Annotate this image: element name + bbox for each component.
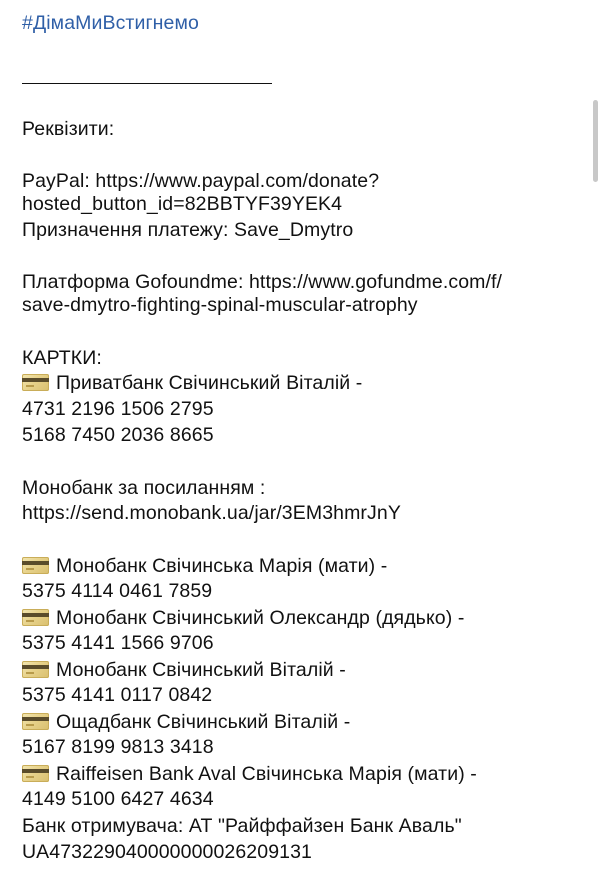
card-title-text: Монобанк Свічинська Марія (мати) - bbox=[56, 555, 388, 577]
card-number: 5167 8199 9813 3418 bbox=[22, 736, 214, 758]
monobank-link-url: https://send.monobank.ua/jar/3EM3hmrJnY bbox=[22, 502, 401, 524]
gofundme-line-2: save-dmytro-fighting-spinal-muscular-atrophy bbox=[22, 294, 418, 316]
credit-card-icon bbox=[22, 557, 49, 574]
monobank-link-label: Монобанк за посиланням : bbox=[22, 477, 266, 499]
card-title-monobank-oleksandr bbox=[22, 605, 464, 631]
privatbank-card-1: 4731 2196 1506 2795 bbox=[22, 398, 214, 420]
credit-card-icon bbox=[22, 713, 49, 730]
credit-card-icon bbox=[22, 609, 49, 626]
credit-card-icon bbox=[22, 661, 49, 678]
scrollbar[interactable] bbox=[593, 100, 598, 182]
card-title-text: Raiffeisen Bank Aval Свічинська Марія (мати) - bbox=[56, 763, 477, 785]
card-title-monobank-vitaliy bbox=[22, 657, 346, 683]
card-number: 5375 4114 0461 7859 bbox=[22, 580, 213, 602]
card-title-text: Монобанк Свічинський Віталій - bbox=[56, 659, 346, 681]
cards-label: КАРТКИ: bbox=[22, 347, 102, 369]
card-number: 5375 4141 0117 0842 bbox=[22, 684, 213, 706]
payment-purpose: Призначення платежу: Save_Dmytro bbox=[22, 219, 354, 241]
credit-card-icon bbox=[22, 765, 49, 782]
card-title-oschadbank bbox=[22, 709, 350, 735]
divider bbox=[22, 83, 272, 84]
card-title-monobank-maria bbox=[22, 553, 387, 579]
card-number: 4149 5100 6427 4634 bbox=[22, 788, 214, 810]
requisites-label: Реквізити: bbox=[22, 118, 115, 140]
card-number: 5375 4141 1566 9706 bbox=[22, 632, 214, 654]
card-title-text: Монобанк Свічинський Олександр (дядько) - bbox=[56, 607, 465, 629]
gofundme-line-1: Платформа Gofoundme: https://www.gofundme.com/f/ bbox=[22, 271, 503, 293]
iban: UA473229040000000026209131 bbox=[22, 841, 312, 863]
credit-card-icon bbox=[22, 374, 49, 391]
card-title-text: Ощадбанк Свічинський Віталій - bbox=[56, 711, 351, 733]
privatbank-card-2: 5168 7450 2036 8665 bbox=[22, 424, 214, 446]
paypal-line-1: PayPal: https://www.paypal.com/donate? bbox=[22, 170, 380, 192]
recipient-bank: Банк отримувача: АТ "Райффайзен Банк Аваль" bbox=[22, 815, 462, 837]
card-title-raiffeisen bbox=[22, 761, 477, 787]
paypal-line-2: hosted_button_id=82BBTYF39YEK4 bbox=[22, 193, 343, 215]
privatbank-title bbox=[22, 370, 362, 396]
hashtag-link[interactable]: #ДімаМиВстигнемо bbox=[22, 12, 199, 34]
privatbank-title-text: Приватбанк Свічинський Віталій - bbox=[56, 372, 363, 394]
